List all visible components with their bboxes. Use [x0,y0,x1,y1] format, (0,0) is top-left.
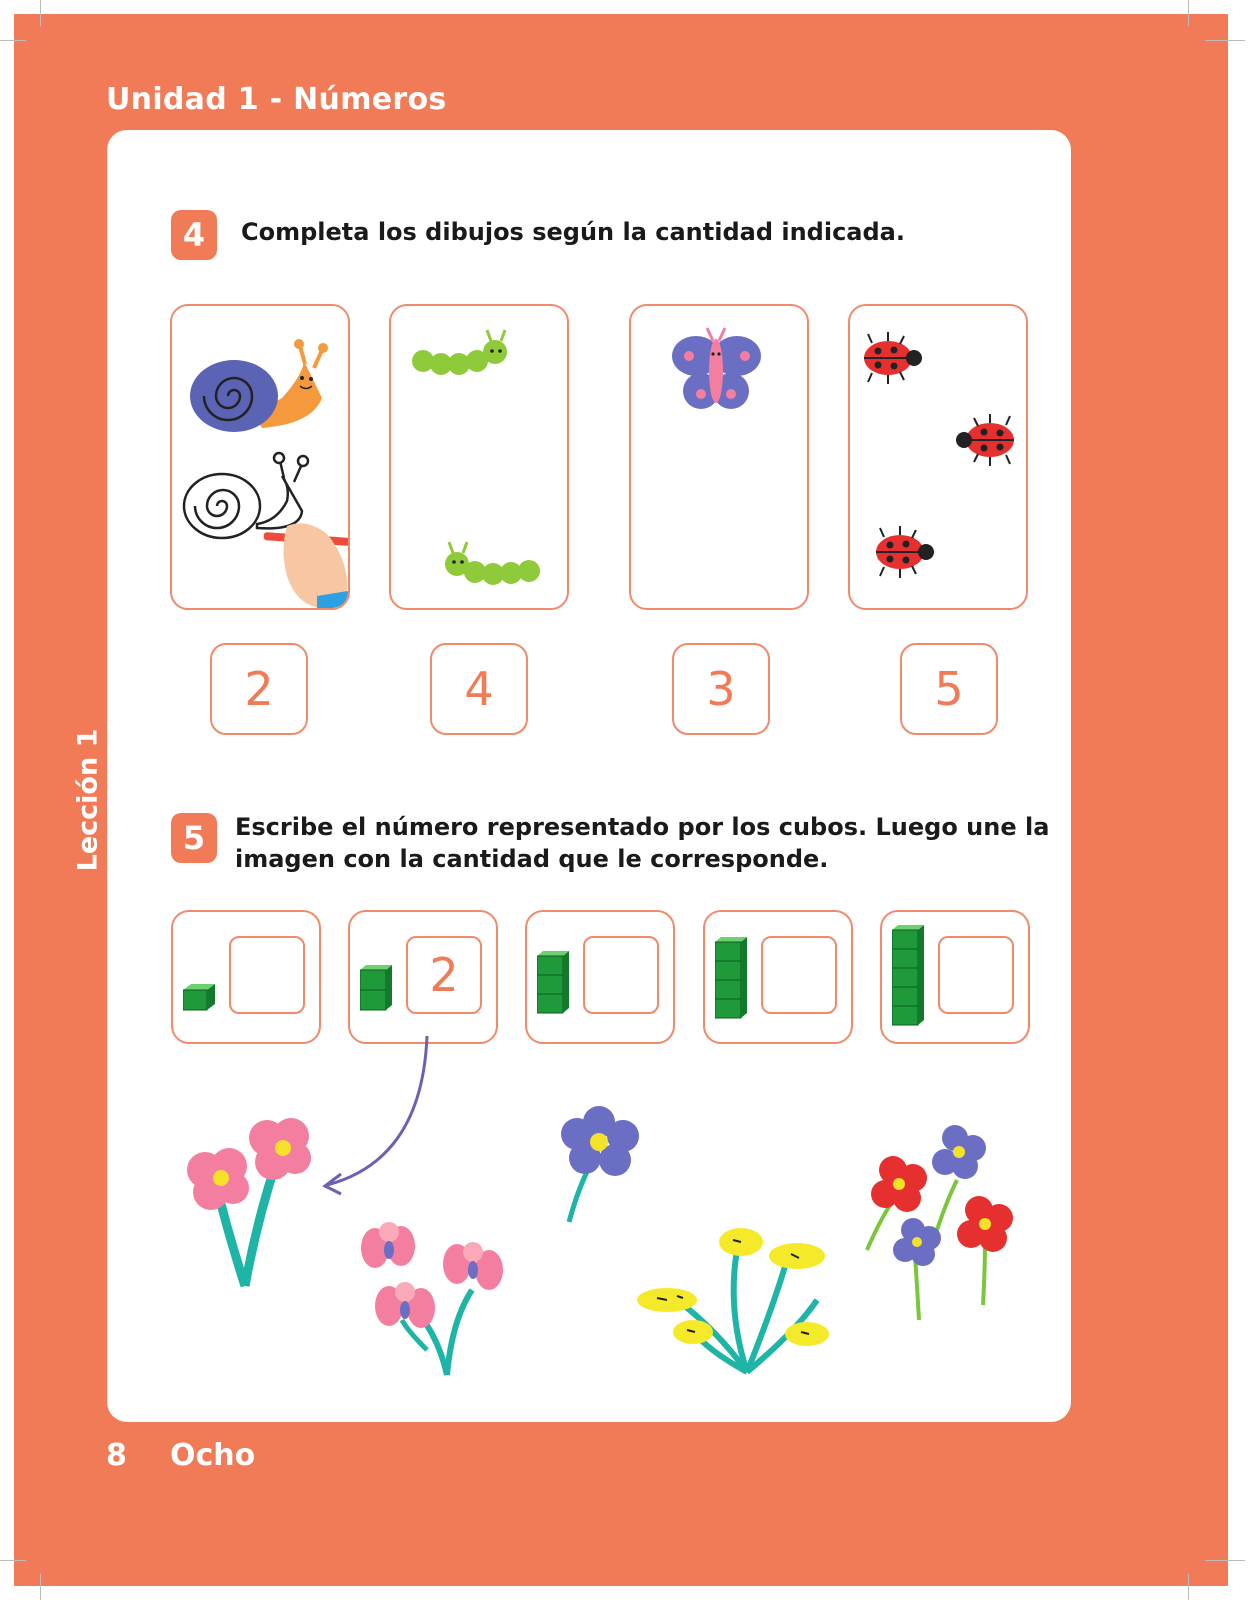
crop-mark [1205,1560,1245,1561]
cube-stack-icon [715,936,747,1020]
cube-stack-icon [537,950,569,1016]
exercise-4-instruction: Completa los dibujos según la cantidad indicada. [241,218,905,246]
lesson-label: Lección 1 [72,728,104,872]
drawing-box-ladybugs[interactable] [848,304,1028,610]
blue-flower-icon [561,1106,639,1222]
cube-group-5 [880,910,1030,1044]
orchid-flowers-icon [361,1222,503,1375]
answer-box-4[interactable] [761,936,837,1014]
crop-mark [1188,0,1189,26]
mixed-flowers-icon [867,1125,1013,1320]
answer-box-3[interactable] [583,936,659,1014]
caterpillar-icon [391,306,567,608]
crop-mark [1188,1574,1189,1600]
drawing-box-snails[interactable] [170,304,350,610]
target-number-butterflies: 3 [672,643,770,735]
cube-group-2 [348,910,498,1044]
exercise-4-badge: 4 [171,210,217,260]
target-number-ladybugs: 5 [900,643,998,735]
snail-icon [172,306,348,608]
cube-group-3 [525,910,675,1044]
exercise-5-badge: 5 [171,813,217,863]
page-number: 8 [106,1438,127,1473]
page-number-word: Ocho [170,1438,256,1473]
crop-mark [1205,40,1245,41]
crop-mark [40,0,41,26]
worksheet-card [107,130,1071,1422]
answer-box-5[interactable] [938,936,1014,1014]
crop-mark [0,40,26,41]
exercise-5-instruction-line-2: imagen con la cantidad que le corresponde. [235,845,829,873]
cube-stack-icon [892,924,924,1026]
drawing-box-caterpillars[interactable] [389,304,569,610]
pink-flowers-icon [187,1118,311,1286]
yellow-flowers-icon [637,1228,829,1372]
cube-stack-icon [360,964,392,1012]
target-number-snails: 2 [210,643,308,735]
drawing-box-butterflies[interactable] [629,304,809,610]
answer-box-2[interactable]: 2 [406,936,482,1014]
unit-title: Unidad 1 - Números [106,82,447,117]
ladybug-icon [850,306,1026,608]
answer-box-1[interactable] [229,936,305,1014]
cube-group-4 [703,910,853,1044]
cube-stack-icon [183,982,215,1012]
exercise-5-instruction-line-1: Escribe el número representado por los cubos. Luego une la [235,813,1050,841]
butterfly-icon [631,306,807,608]
target-number-caterpillars: 4 [430,643,528,735]
connecting-arrow [325,1036,427,1194]
cube-group-1 [171,910,321,1044]
flowers-illustration [107,1030,1071,1410]
crop-mark [0,1560,26,1561]
crop-mark [40,1574,41,1600]
